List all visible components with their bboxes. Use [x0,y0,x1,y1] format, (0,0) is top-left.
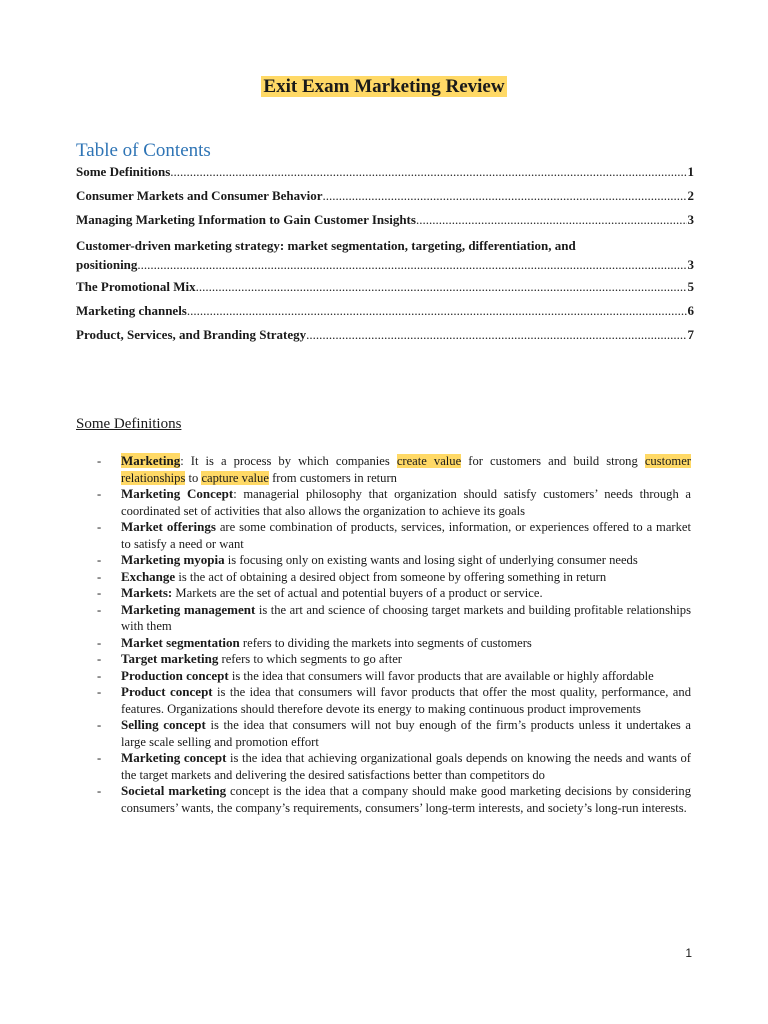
definition-text: is the idea that consumers will favor products that offer the most quality, performance, and features. Organizations should therefore devote its energy to making continuous product improvements [121,685,691,716]
toc-leader [323,188,687,204]
definition-term: Target marketing [121,651,219,666]
toc-entry-page: 3 [687,257,694,272]
toc-entry-page: 5 [687,279,694,294]
definition-term: Selling concept [121,717,206,732]
highlighted-phrase: capture value [201,470,269,485]
table-of-contents [76,164,694,351]
definition-item [90,486,691,519]
definition-term: Marketing concept [121,750,227,765]
toc-leader [196,279,687,295]
definition-item [90,552,691,569]
definition-item [90,519,691,552]
definition-item [90,668,691,685]
section-heading-some-definitions: Some Definitions [76,416,182,432]
toc-entry-branding-strategy[interactable] [76,327,694,344]
toc-leader [170,164,686,180]
definition-text: are some combination of products, services, information, or experiences offered to a market to satisfy a need or want [121,520,691,551]
bullet-dash: - [97,718,102,732]
definition-term: Marketing Concept [121,486,234,501]
bullet-dash: - [97,569,102,584]
definition-item [90,602,691,635]
bullet-dash: - [97,685,102,699]
definition-term: Marketing myopia [121,552,225,567]
definition-item [90,783,691,816]
bullet-dash: - [97,586,102,600]
definition-term: Marketing [121,453,181,468]
toc-entry-customer-driven-strategy[interactable] [76,236,694,274]
toc-entry-label: Product, Services, and Branding Strategy [76,327,307,342]
definition-text: is focusing only on existing wants and losing sight of underlying consumer needs [224,553,638,567]
toc-entry-marketing-channels[interactable] [76,303,694,320]
toc-entry-page: 2 [687,188,694,203]
definition-text: is the idea that consumers will favor products that are available or highly affordable [228,668,654,683]
definition-text: is the act of obtaining a desired object from someone by offering something in return [175,569,607,584]
definition-item [90,651,691,668]
bullet-dash: - [97,602,102,617]
toc-entry-label: Some Definitions [76,164,171,179]
highlighted-phrase: customer relationships [121,454,691,485]
definition-item [90,717,691,750]
toc-entry-page: 3 [687,212,694,227]
definition-term: Market offerings [121,519,216,534]
highlighted-phrase: create value [396,454,462,468]
toc-leader [137,255,686,274]
toc-leader [187,303,687,319]
definition-term: Market segmentation [121,634,240,650]
definition-item [90,684,691,717]
bullet-dash: - [97,652,102,666]
bullet-dash: - [97,520,102,534]
definition-text: is the art and science of choosing target markets and building profitable relationships with them [121,602,691,633]
bullet-dash: - [97,784,102,798]
toc-entry-page: 6 [687,303,694,318]
bullet-dash: - [97,668,102,683]
definition-text: : It is a process by which companies [180,454,397,468]
page-number: 1 [685,946,692,960]
document-title [0,76,768,98]
toc-entry-page: 1 [687,164,694,179]
definition-item [90,585,691,602]
definition-text: concept is the idea that a company should make good marketing decisions by considering consumers’ wants, the company’s requirements, consumers’ long-term interests, and society’s long-run interests. [121,784,691,815]
definition-text: refers to which segments to go after [218,652,402,666]
definition-term: Societal marketing [121,783,227,798]
toc-entry-label: Managing Marketing Information to Gain Customer Insights [76,212,416,227]
definition-item [90,635,691,652]
toc-entry-marketing-information[interactable] [76,212,694,229]
definition-text: from customers in return [268,470,397,485]
toc-entry-label-line1: Customer-driven marketing strategy: market segmentation, targeting, differentiation, and [76,238,576,253]
toc-entry-consumer-markets[interactable] [76,188,694,205]
toc-leader [306,327,686,343]
definition-item [90,750,691,783]
definition-term: Production concept [121,667,229,683]
definition-text: to [185,470,202,485]
toc-entry-label-line2: positioning [76,257,138,272]
document-title-text: Exit Exam Marketing Review [263,76,505,97]
toc-entry-promotional-mix[interactable] [76,279,694,296]
definition-text: : managerial philosophy that organization should satisfy customers’ needs through a coordinated set of activities that also allows the organization to achieve its goals [121,487,691,518]
toc-heading: Table of Contents [76,140,211,161]
definition-text: refers to dividing the markets into segments of customers [239,635,532,650]
definition-term: Product concept [121,684,213,699]
toc-leader [416,212,687,228]
definition-term: Marketing management [121,601,256,617]
definition-text: is the idea that consumers will not buy enough of the firm’s products unless it undertakes a large scale selling and promotion effort [121,718,691,749]
definition-text: for customers and build strong [461,454,645,468]
definition-text: Markets are the set of actual and potential buyers of a product or service. [172,586,543,600]
bullet-dash: - [97,751,102,765]
toc-entry-page: 7 [687,327,694,342]
toc-entry-some-definitions[interactable] [76,164,694,181]
definition-item [90,453,691,486]
definitions-list [90,453,691,816]
toc-entry-label: The Promotional Mix [76,279,196,294]
bullet-dash: - [97,487,102,501]
toc-entry-label: Marketing channels [76,303,187,318]
definition-item [90,569,691,586]
definition-term: Exchange [121,568,176,584]
definition-term: Markets: [121,585,173,600]
bullet-dash: - [97,553,102,567]
toc-entry-label: Consumer Markets and Consumer Behavior [76,188,323,203]
bullet-dash: - [97,635,102,650]
definition-text: is the idea that achieving organizational goals depends on knowing the needs and wants of the target markets and delivering the desired satisfactions better than competitors do [121,751,691,782]
bullet-dash: - [97,454,102,468]
